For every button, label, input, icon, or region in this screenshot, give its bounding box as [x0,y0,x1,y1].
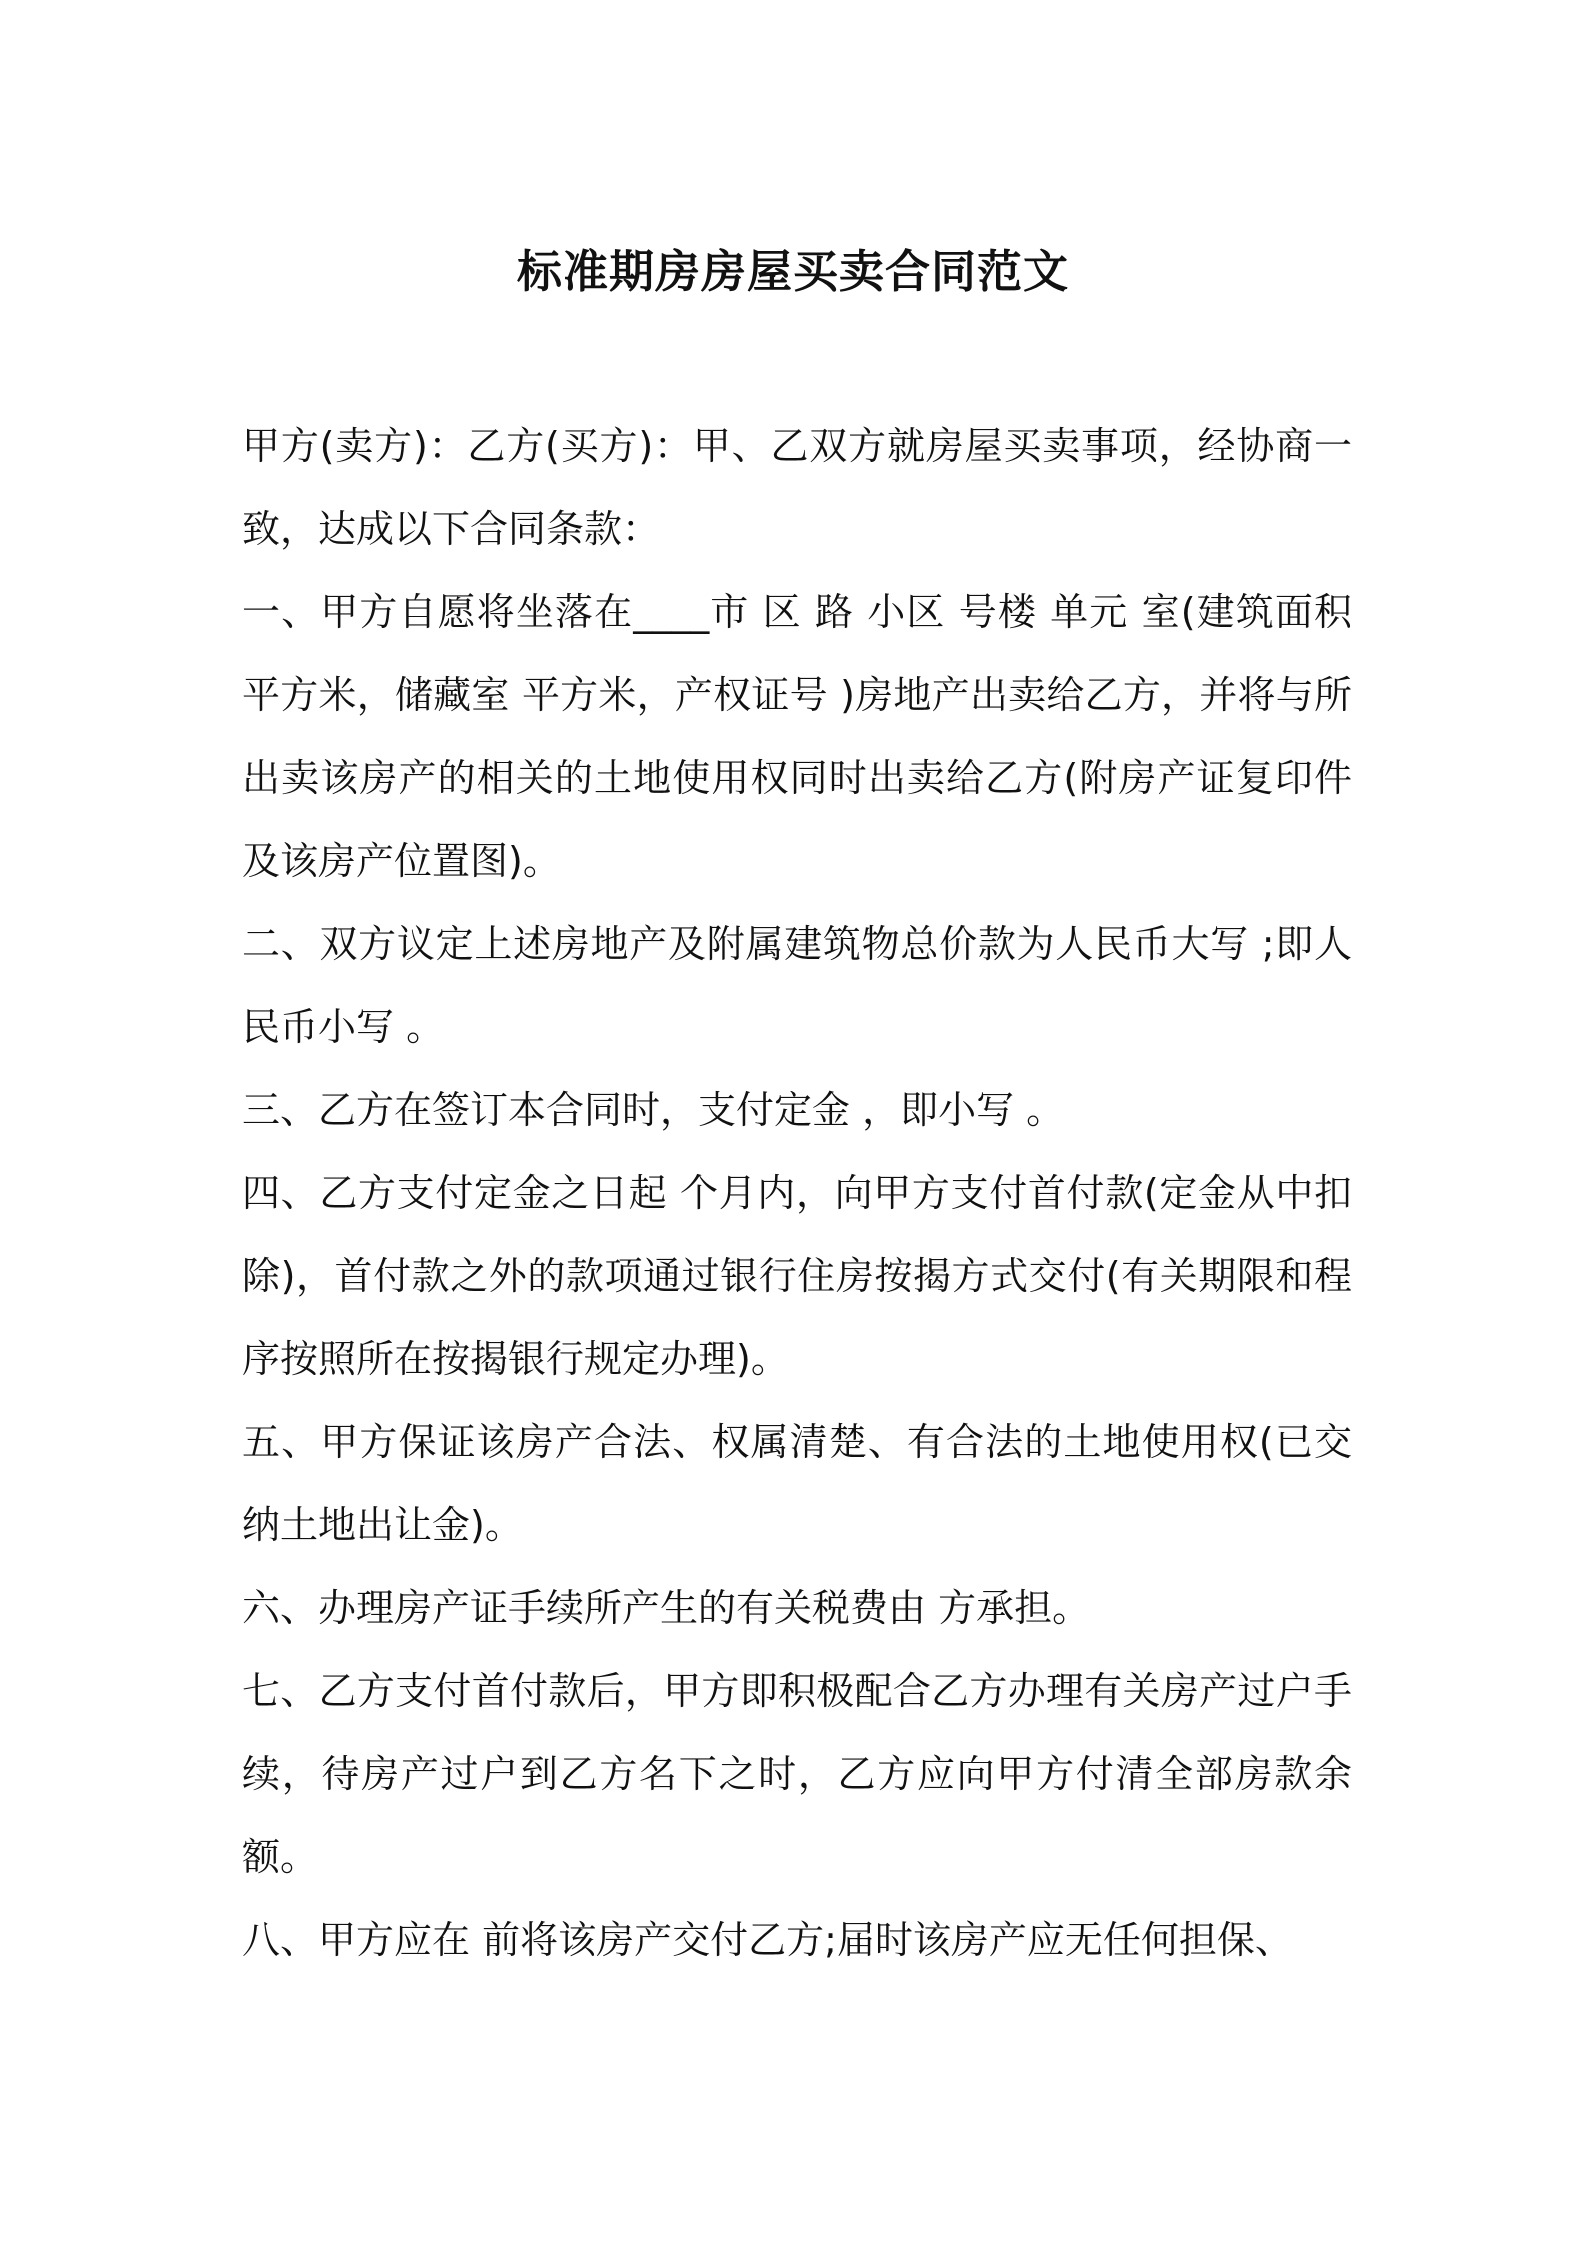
document-title: 标准期房房屋买卖合同范文 [516,245,1069,299]
clause-7: 七、乙方支付首付款后，甲方即积极配合乙方办理有关房产过户手续，待房产过户到乙方名下之时，乙方应向甲方付清全部房款余额。 [242,1669,1352,1879]
clause-3: 三、乙方在签订本合同时，支付定金 ，即小写 。 [242,1088,1065,1132]
clause-1: 一、甲方自愿将坐落在____市 区 路 小区 号楼 单元 室(建筑面积 平方米，储藏室 平方米，产权证号 )房地产出卖给乙方，并将与所出卖该房产的相关的土地使用权同时出卖给乙方(附房产证复印件及该房产位置图)。 [242,590,1352,883]
paragraph-intro: 甲方(卖方)：乙方(买方)：甲、乙双方就房屋买卖事项，经协商一致，达成以下合同条款： [242,424,1352,551]
clause-4: 四、乙方支付定金之日起 个月内，向甲方支付首付款(定金从中扣除)，首付款之外的款项通过银行住房按揭方式交付(有关期限和程序按照所在按揭银行规定办理)。 [242,1171,1352,1381]
clause-6: 六、办理房产证手续所产生的有关税费由 方承担。 [242,1586,1091,1630]
document-body [242,405,1352,1982]
clause-8: 八、甲方应在 前将该房产交付乙方;届时该房产应无任何担保、 [242,1918,1293,1962]
clause-5: 五、甲方保证该房产合法、权属清楚、有合法的土地使用权(已交纳土地出让金)。 [242,1420,1352,1547]
clause-2: 二、双方议定上述房地产及附属建筑物总价款为人民币大写 ;即人民币小写 。 [242,922,1352,1049]
